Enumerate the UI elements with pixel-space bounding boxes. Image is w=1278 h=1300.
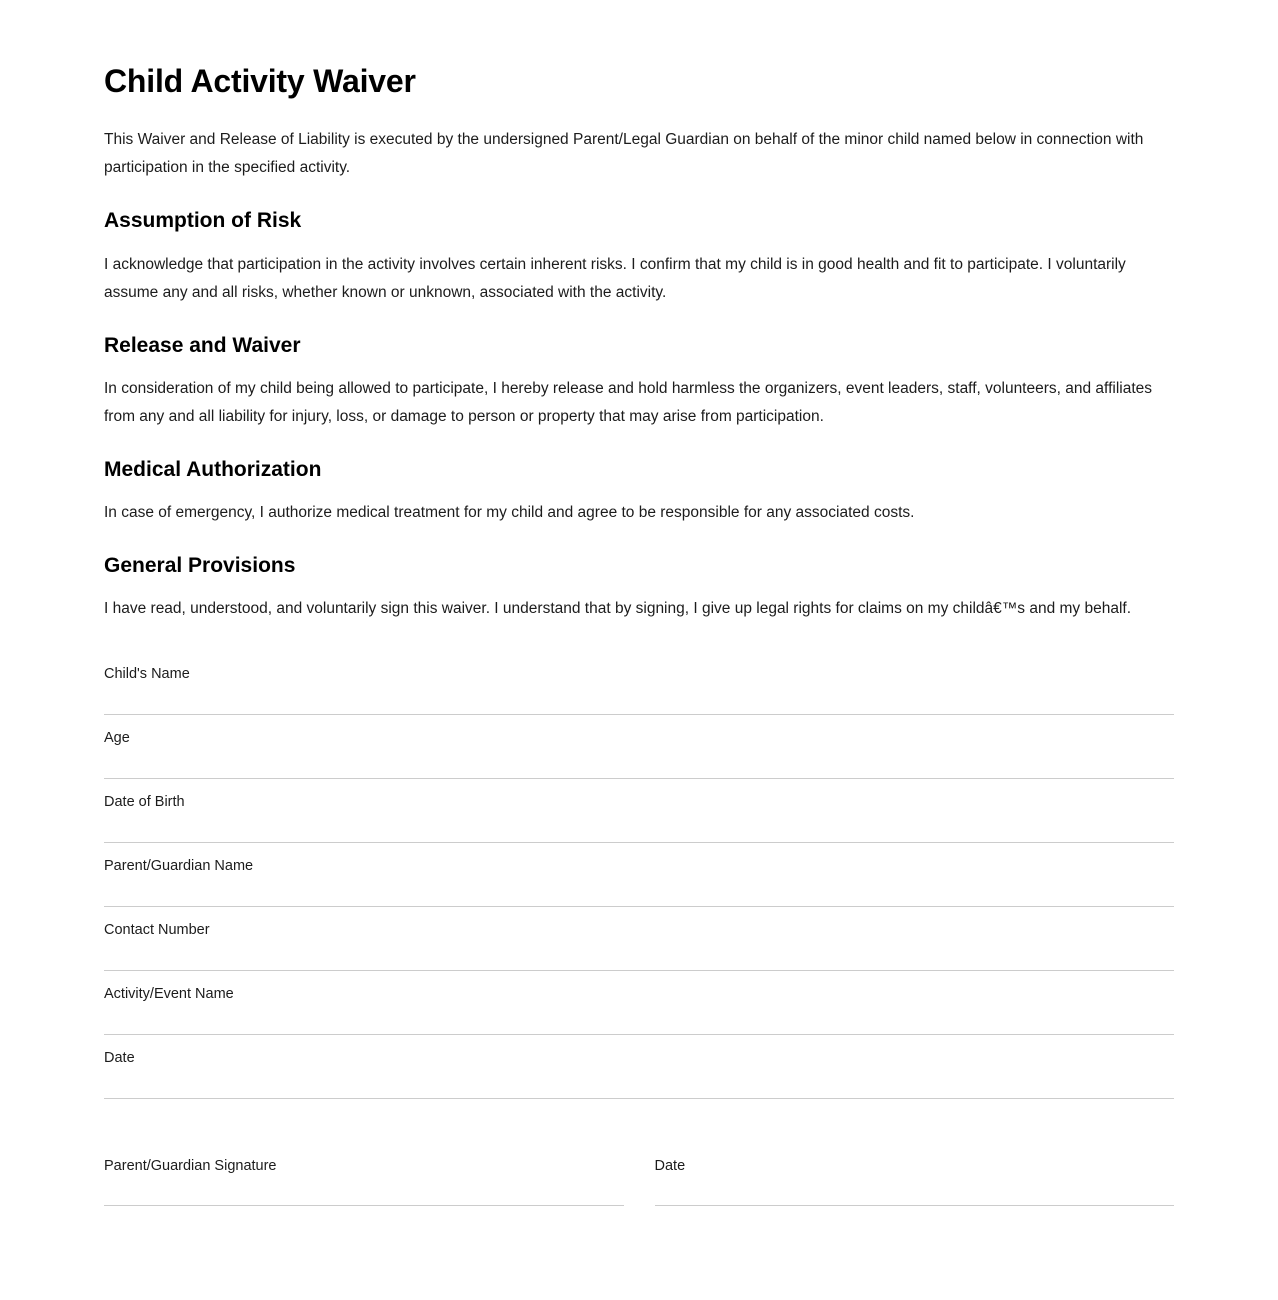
section-body-medical-authorization: In case of emergency, I authorize medical treatment for my child and agree to be responsible for any associated costs. xyxy=(104,504,915,522)
signature-label-parent-guardian-signature: Parent/Guardian Signature xyxy=(104,1158,277,1175)
signature-field-date[interactable] xyxy=(655,1145,1175,1206)
section-body-general-provisions: I have read, understood, and voluntarily sign this waiver. I understand that by signing, I give up legal rights for claims on my childâ€™s and my behalf. xyxy=(104,600,1132,618)
field-label-activity-event-name: Activity/Event Name xyxy=(104,986,234,1003)
field-row-date[interactable] xyxy=(104,1035,1174,1099)
signature-block xyxy=(104,1145,1174,1206)
field-label-childs-name: Child's Name xyxy=(104,666,190,683)
section-general-provisions xyxy=(104,553,1174,623)
intro-paragraph: This Waiver and Release of Liability is executed by the undersigned Parent/Legal Guardian on behalf of the minor child named below in connection with participation in the specified activity. xyxy=(104,131,1144,177)
field-label-date-of-birth: Date of Birth xyxy=(104,794,185,811)
signature-field-parent-guardian-signature[interactable] xyxy=(104,1145,624,1206)
section-heading-assumption-of-risk: Assumption of Risk xyxy=(104,209,302,233)
field-label-age: Age xyxy=(104,730,130,747)
field-label-contact-number: Contact Number xyxy=(104,922,210,939)
section-assumption-of-risk xyxy=(104,208,1174,306)
field-row-parent-guardian-name[interactable] xyxy=(104,843,1174,907)
section-medical-authorization xyxy=(104,457,1174,527)
section-body-release-and-waiver: In consideration of my child being allowed to participate, I hereby release and hold harmless the organizers, event leaders, staff, volunteers, and affiliates from any and all liability for injury, loss, or damage to person or property that may arise from participation. xyxy=(104,379,1153,425)
section-release-and-waiver xyxy=(104,333,1174,431)
field-row-contact-number[interactable] xyxy=(104,907,1174,971)
page-title: Child Activity Waiver xyxy=(104,63,416,99)
field-label-parent-guardian-name: Parent/Guardian Name xyxy=(104,858,254,875)
field-row-age[interactable] xyxy=(104,715,1174,779)
field-row-date-of-birth[interactable] xyxy=(104,779,1174,843)
form-fields xyxy=(104,651,1174,1099)
section-heading-general-provisions: General Provisions xyxy=(104,554,296,578)
field-row-childs-name[interactable] xyxy=(104,651,1174,715)
signature-label-date: Date xyxy=(654,1158,686,1175)
section-heading-medical-authorization: Medical Authorization xyxy=(104,457,322,481)
section-heading-release-and-waiver: Release and Waiver xyxy=(104,333,301,357)
field-label-date: Date xyxy=(104,1050,135,1067)
section-body-assumption-of-risk: I acknowledge that participation in the activity involves certain inherent risks. I confirm that my child is in good health and fit to participate. I voluntarily assume any and all risks, whether known or unknown, associated with the activity. xyxy=(104,255,1126,301)
field-row-activity-event-name[interactable] xyxy=(104,971,1174,1035)
